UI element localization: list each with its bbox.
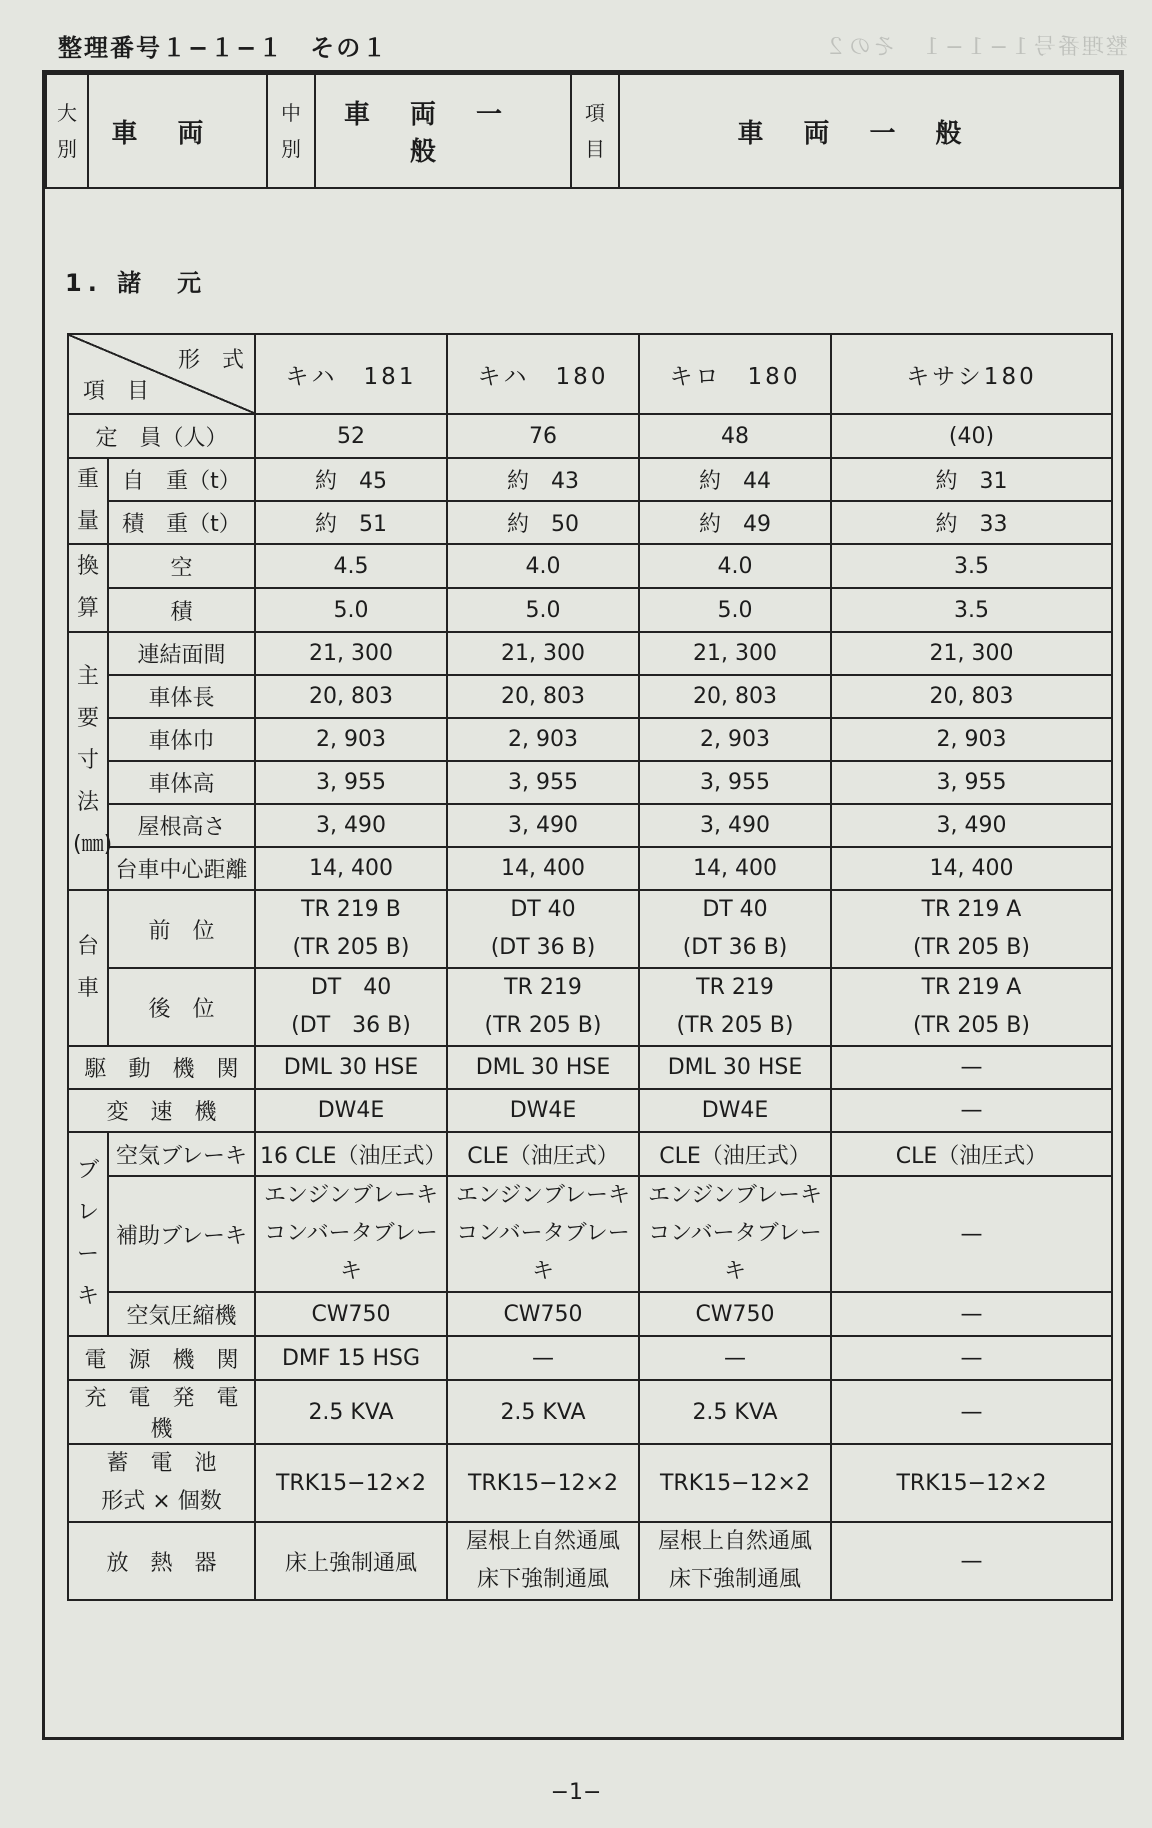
value-cell: 2, 903 [447,718,639,761]
table-row [68,675,1112,718]
value-cell: TR 219 (TR 205 B) [639,968,831,1046]
value-cell: 約 33 [831,501,1112,544]
value-cell: CLE（油圧式） [447,1132,639,1176]
row-label: 積 重（t） [108,501,255,544]
table-row [68,334,1112,414]
value-cell: 14, 400 [447,847,639,890]
value-cell: 14, 400 [255,847,447,890]
row-label: 変 速 機 [68,1089,255,1132]
value-cell: DML 30 HSE [255,1046,447,1089]
value-cell: TRK15−12×2 [447,1444,639,1522]
value-cell: 屋根上自然通風 床下強制通風 [447,1522,639,1600]
value-cell: 5.0 [639,588,831,632]
table-row [68,1089,1112,1132]
value-cell: 2, 903 [831,718,1112,761]
major-category-label: 大 別 [46,74,88,188]
value-cell: 2.5 KVA [447,1380,639,1444]
item-category-label: 項 目 [571,74,619,188]
value-cell: 3, 490 [639,804,831,847]
value-cell: 20, 803 [831,675,1112,718]
table-row [68,1336,1112,1380]
row-label: 屋根高さ [108,804,255,847]
model-header: キサシ180 [831,334,1112,414]
value-cell: 21, 300 [255,632,447,675]
row-label: 蓄 電 池 形式 × 個数 [68,1444,255,1522]
value-cell: エンジンブレーキ コンバータブレーキ [447,1176,639,1292]
value-cell: CW750 [447,1292,639,1336]
value-cell: 3, 955 [447,761,639,804]
document-frame [42,70,1124,1740]
value-cell: 約 44 [639,458,831,501]
table-row [68,544,1112,588]
row-label: 自 重（t） [108,458,255,501]
value-cell: — [447,1336,639,1380]
value-cell: 4.5 [255,544,447,588]
value-cell: 76 [447,414,639,458]
value-cell: CW750 [639,1292,831,1336]
classification-header [45,73,1121,189]
item-category-value: 車両一般 [619,74,1120,188]
row-label: 後 位 [108,968,255,1046]
table-row [68,414,1112,458]
value-cell: CLE（油圧式） [831,1132,1112,1176]
table-row [68,804,1112,847]
value-cell: TRK15−12×2 [639,1444,831,1522]
row-label: 前 位 [108,890,255,968]
value-cell: 21, 300 [831,632,1112,675]
table-row [68,588,1112,632]
table-row [68,501,1112,544]
table-row [68,458,1112,501]
table-row [68,968,1112,1046]
table-row [68,1522,1112,1600]
value-cell: 3.5 [831,588,1112,632]
model-header: キハ 180 [447,334,639,414]
value-cell: DT 40 (DT 36 B) [255,968,447,1046]
value-cell: エンジンブレーキ コンバータブレーキ [639,1176,831,1292]
row-label: 台車中心距離 [108,847,255,890]
value-cell: DMF 15 HSG [255,1336,447,1380]
value-cell: DW4E [639,1089,831,1132]
value-cell: 屋根上自然通風 床下強制通風 [639,1522,831,1600]
value-cell: TRK15−12×2 [255,1444,447,1522]
value-cell: 5.0 [447,588,639,632]
row-label: 電 源 機 関 [68,1336,255,1380]
value-cell: 約 31 [831,458,1112,501]
value-cell: 2.5 KVA [639,1380,831,1444]
value-cell: TRK15−12×2 [831,1444,1112,1522]
value-cell: 3, 490 [255,804,447,847]
value-cell: — [831,1292,1112,1336]
bleed-through-reference: 整理番号１−１−１ その２ [823,35,1128,60]
group-label: 重 量 [68,458,108,544]
value-cell: TR 219 A (TR 205 B) [831,968,1112,1046]
value-cell: — [831,1089,1112,1132]
value-cell: 5.0 [255,588,447,632]
value-cell: 2, 903 [255,718,447,761]
table-row [68,632,1112,675]
value-cell: 21, 300 [447,632,639,675]
value-cell: 約 51 [255,501,447,544]
value-cell: 3, 955 [639,761,831,804]
model-header: キロ 180 [639,334,831,414]
row-label: 放 熱 器 [68,1522,255,1600]
row-label: 積 [108,588,255,632]
value-cell: TR 219 B (TR 205 B) [255,890,447,968]
value-cell: 20, 803 [255,675,447,718]
value-cell: DML 30 HSE [447,1046,639,1089]
group-label: 換 算 [68,544,108,632]
value-cell: 2, 903 [639,718,831,761]
row-label: 定 員（人） [68,414,255,458]
value-cell: 14, 400 [639,847,831,890]
value-cell: 21, 300 [639,632,831,675]
value-cell: 20, 803 [639,675,831,718]
major-category-value: 車両 [88,74,267,188]
value-cell: 約 50 [447,501,639,544]
value-cell: (40) [831,414,1112,458]
table-row [68,718,1112,761]
value-cell: — [831,1176,1112,1292]
table-row [68,1444,1112,1522]
group-label: ブ レ ー キ [68,1132,108,1336]
table-row [68,890,1112,968]
table-row [68,1292,1112,1336]
value-cell: 4.0 [639,544,831,588]
value-cell: 2.5 KVA [255,1380,447,1444]
table-row [68,1046,1112,1089]
value-cell: 床上強制通風 [255,1522,447,1600]
table-row [68,761,1112,804]
value-cell: 14, 400 [831,847,1112,890]
row-label: 連結面間 [108,632,255,675]
value-cell: 16 CLE（油圧式） [255,1132,447,1176]
value-cell: 約 45 [255,458,447,501]
value-cell: — [831,1336,1112,1380]
value-cell: DT 40 (DT 36 B) [639,890,831,968]
row-label: 駆 動 機 関 [68,1046,255,1089]
value-cell: 48 [639,414,831,458]
value-cell: 約 43 [447,458,639,501]
table-row [68,1176,1112,1292]
value-cell: 4.0 [447,544,639,588]
value-cell: DW4E [447,1089,639,1132]
value-cell: 3, 490 [447,804,639,847]
specification-table [67,333,1113,1601]
value-cell: DT 40 (DT 36 B) [447,890,639,968]
corner-bottom-label: 項 目 [83,379,150,404]
value-cell: — [831,1046,1112,1089]
value-cell: 3, 955 [831,761,1112,804]
middle-category-value: 車両一般 [315,74,571,188]
value-cell: TR 219 A (TR 205 B) [831,890,1112,968]
group-label: 台 車 [68,890,108,1046]
value-cell: エンジンブレーキ コンバータブレーキ [255,1176,447,1292]
row-label: 充 電 発 電 機 [68,1380,255,1444]
table-row [68,1132,1112,1176]
value-cell: DML 30 HSE [639,1046,831,1089]
document-reference-number: 整理番号１−１−１ その１ [58,34,389,62]
value-cell: CW750 [255,1292,447,1336]
value-cell: — [831,1522,1112,1600]
table-row [68,847,1112,890]
row-label: 空気ブレーキ [108,1132,255,1176]
model-header: キハ 181 [255,334,447,414]
value-cell: 3.5 [831,544,1112,588]
row-label: 空 [108,544,255,588]
row-label: 車体高 [108,761,255,804]
value-cell: — [639,1336,831,1380]
value-cell: 3, 955 [255,761,447,804]
row-label: 車体長 [108,675,255,718]
group-label: 主 要 寸 法 (㎜) [68,632,108,890]
value-cell: — [831,1380,1112,1444]
table-row [68,1380,1112,1444]
value-cell: 3, 490 [831,804,1112,847]
value-cell: 約 49 [639,501,831,544]
value-cell: TR 219 (TR 205 B) [447,968,639,1046]
row-label: 車体巾 [108,718,255,761]
value-cell: 52 [255,414,447,458]
middle-category-label: 中 別 [267,74,315,188]
row-label: 空気圧縮機 [108,1292,255,1336]
value-cell: 20, 803 [447,675,639,718]
row-label: 補助ブレーキ [108,1176,255,1292]
corner-diagonal-cell [68,334,255,414]
section-title: 1. 諸 元 [65,269,208,297]
corner-top-label: 形 式 [177,348,244,373]
page-number: −1− [550,1780,602,1805]
value-cell: DW4E [255,1089,447,1132]
value-cell: CLE（油圧式） [639,1132,831,1176]
